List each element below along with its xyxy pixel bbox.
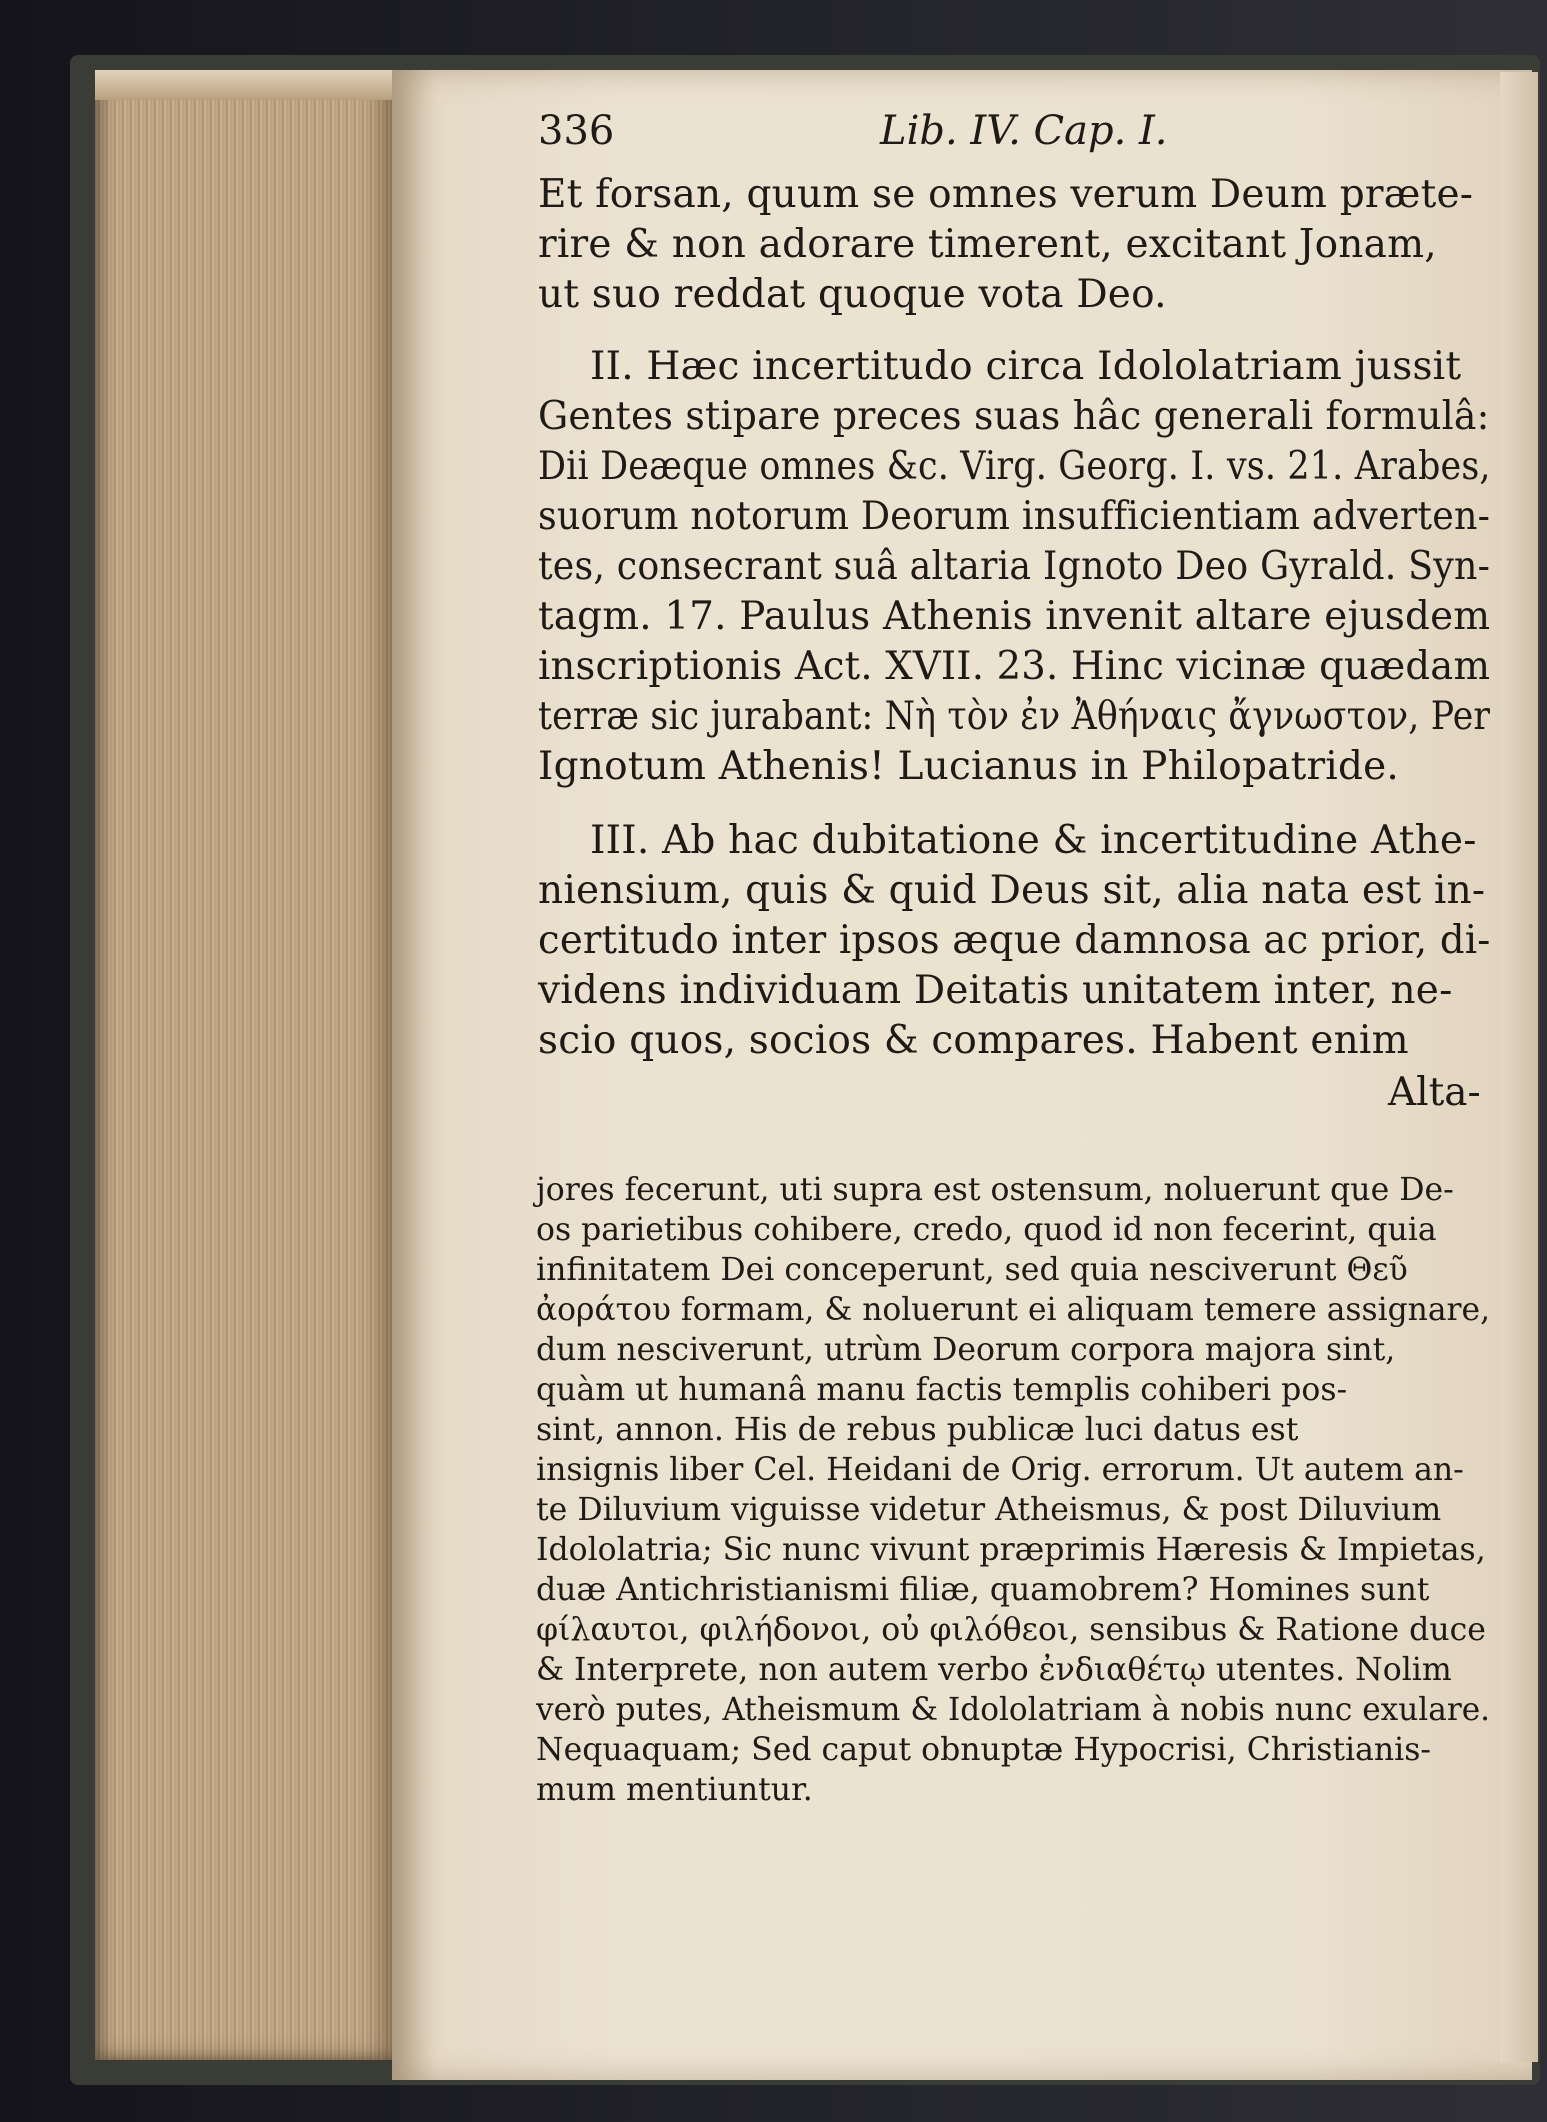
main-text-line: III. Ab hac dubitatione & incertitudine Athe- [590, 818, 1477, 863]
footnote-line: infinitatem Dei conceperunt, sed quia nesciverunt Θεῦ [536, 1252, 1408, 1288]
footnote-line: te Diluvium viguisse videtur Atheismus, & post Diluvium [536, 1492, 1442, 1528]
footnote-line: mum mentiuntur. [536, 1772, 813, 1808]
main-text-line: inscriptionis Act. XVII. 23. Hinc vicinæ quædam [538, 644, 1491, 689]
catchword: Alta- [1388, 1070, 1481, 1115]
footnote-line: & Interprete, non autem verbo ἐνδιαθέτῳ utentes. Nolim [536, 1652, 1452, 1688]
page-edges [95, 70, 395, 2060]
main-text-line: terræ sic jurabant: Νὴ τὸν ἐν Ἀθήναις ἄγνωστον, Per [538, 694, 1491, 739]
footnote-line: Nequaquam; Sed caput obnuptæ Hypocrisi, Christianis- [536, 1732, 1432, 1768]
main-text-line: suorum notorum Deorum insufficientiam adverten- [538, 494, 1491, 539]
footnote-line: ἀοράτου formam, & noluerunt ei aliquam temere assignare, [536, 1292, 1491, 1328]
footnote-line: os parietibus cohibere, credo, quod id non fecerint, quia [536, 1212, 1437, 1248]
main-text-line: videns individuam Deitatis unitatem inter, ne- [538, 968, 1453, 1013]
page-edges-top [95, 70, 395, 100]
main-text-line: scio quos, socios & compares. Habent enim [538, 1018, 1409, 1063]
main-text-line: tes, consecrant suâ altaria Ignoto Deo Gyrald. Syn- [538, 544, 1491, 589]
main-text-line: ut suo reddat quoque vota Deo. [538, 272, 1167, 317]
footnote-line: φίλαυτοι, φιλήδονοι, οὐ φιλόθεοι, sensibus & Ratione duce [536, 1612, 1486, 1648]
page-number: 336 [538, 108, 615, 154]
footnote-line: quàm ut humanâ manu factis templis cohiberi pos- [536, 1372, 1348, 1408]
main-text-line: rire & non adorare timerent, excitant Jonam, [538, 222, 1437, 267]
main-text-line: Ignotum Athenis! Lucianus in Philopatride. [538, 744, 1400, 789]
main-text-line: Gentes stipare preces suas hâc generali formulâ: [538, 394, 1490, 439]
footnote-line: Idololatria; Sic nunc vivunt præprimis Hæresis & Impietas, [536, 1532, 1486, 1568]
footnote-line: dum nesciverunt, utrùm Deorum corpora majora sint, [536, 1332, 1396, 1368]
main-text-line: Et forsan, quum se omnes verum Deum præte- [538, 172, 1474, 217]
footnote-line: verò putes, Atheismum & Idololatriam à nobis nunc exulare. [536, 1692, 1491, 1728]
main-text-line: II. Hæc incertitudo circa Idololatriam jussit [590, 344, 1462, 389]
footnote-line: jores fecerunt, uti supra est ostensum, noluerunt que De- [536, 1172, 1454, 1208]
running-header [538, 108, 1198, 168]
footnote-line: duæ Antichristianismi filiæ, quamobrem? Homines sunt [536, 1572, 1430, 1608]
running-title: Lib. IV. Cap. I. [880, 108, 1168, 154]
footnote-line: insignis liber Cel. Heidani de Orig. errorum. Ut autem an- [536, 1452, 1464, 1488]
footnote-line: sint, annon. His de rebus publicæ luci datus est [536, 1412, 1299, 1448]
main-text-line: certitudo inter ipsos æque damnosa ac prior, di- [538, 918, 1491, 963]
main-text-line: Dii Deæque omnes &c. Virg. Georg. I. vs. 21. Arabes, [538, 444, 1491, 489]
main-text-line: niensium, quis & quid Deus sit, alia nata est in- [538, 868, 1486, 913]
facing-page-edge [1500, 72, 1538, 2062]
main-text-line: tagm. 17. Paulus Athenis invenit altare ejusdem [538, 594, 1491, 639]
